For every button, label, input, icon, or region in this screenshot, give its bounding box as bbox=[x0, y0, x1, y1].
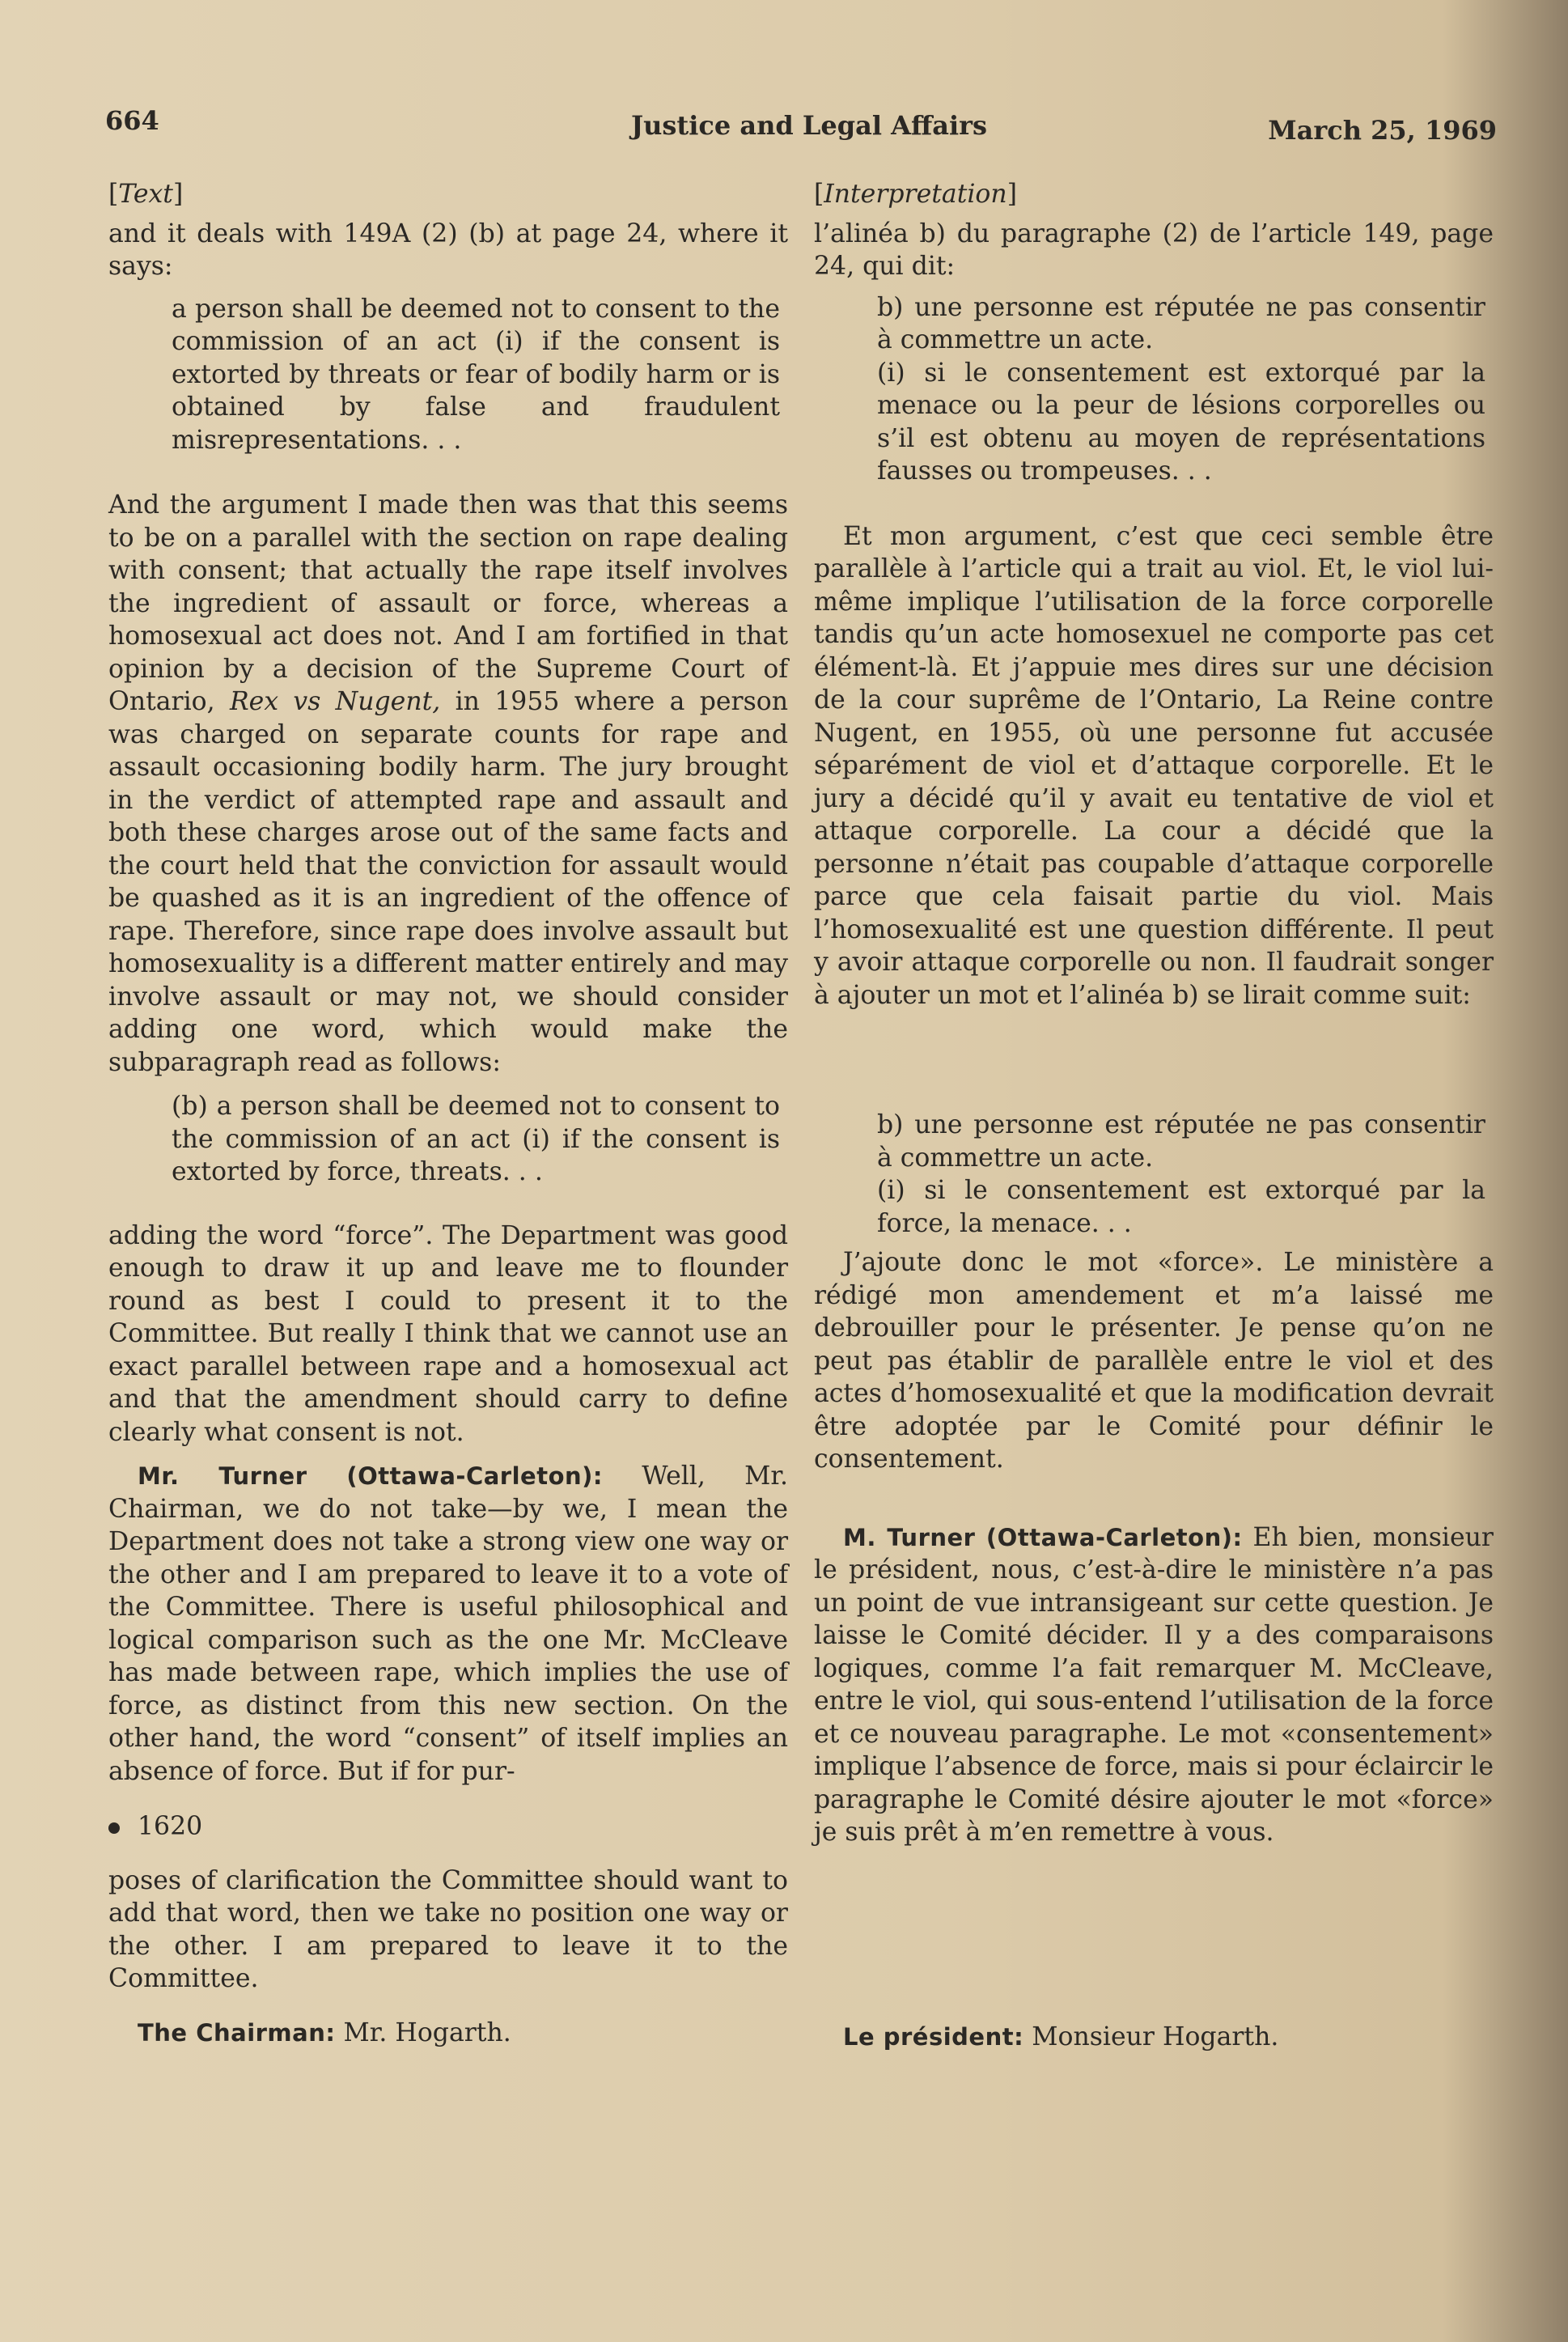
page-number: 664 bbox=[105, 105, 159, 136]
bullet-icon bbox=[108, 1822, 120, 1834]
speaker-name: M. Turner (Ottawa-Carleton): bbox=[843, 1523, 1243, 1551]
time-marker: 1620 bbox=[108, 1810, 788, 1843]
column-label-interpretation: [Interpretation] bbox=[814, 180, 1017, 209]
proposed-wording: (i) si le consentement est extorqué par la force, la menace. . . bbox=[877, 1176, 1485, 1238]
amendment-paragraph: adding the word “force”. The Department was good enough to draw it up and leave me to flounder round as best I could to present it to the Committee. But really I think that we cannot use an exact parallel between rape and a homosexual act and that the amendment should carry to define clearly what consent is not. bbox=[108, 1220, 788, 1447]
column-label-text: [Text] bbox=[108, 180, 184, 209]
proposed-wording: b) une personne est réputée ne pas consentir à commettre un acte. bbox=[877, 1110, 1485, 1173]
quoted-subsection: b) une personne est réputée ne pas consentir à commettre un acte. bbox=[877, 292, 1485, 354]
turner-statement-continued: poses of clarification the Committee should want to add that word, then we take no position one way or the other. I am prepared to leave it to the Committee. bbox=[108, 1865, 788, 1993]
intro-paragraph: l’alinéa b) du paragraphe (2) de l’article 149, page 24, qui dit: bbox=[814, 219, 1494, 281]
case-citation: Rex vs Nugent, bbox=[229, 687, 441, 716]
speaker-name: Mr. Turner (Ottawa-Carleton): bbox=[138, 1462, 604, 1490]
quoted-subsection: a person shall be deemed not to consent to the commission of an act (i) if the consent is extorted by threats or fear of bodily harm or is obtained by false and fraudulent misrepresentations. . . bbox=[172, 294, 780, 455]
chairman-statement: The Chairman: Mr. Hogarth. bbox=[138, 2017, 511, 2047]
quoted-subsection: (i) si le consentement est extorqué par la menace ou la peur de lésions corporelles ou s’il est obtenu au moyen de représentations fausses ou trompeuses. . . bbox=[877, 358, 1485, 486]
running-head bbox=[105, 105, 1497, 154]
argument-paragraph: And the argument I made then was that this seems to be on a parallel with the section on rape dealing with consent; that actually the rape itself involves the ingredient of assault or force, whereas a homosexual act does not. And I am fortified in that opinion by a decision of the Supreme Court of Ontario, Rex vs Nugent, in 1955 where a person was charged on separate counts for rape and assault occasioning bodily harm. The jury brought in the verdict of attempted rape and assault and both these charges arose out of the same facts and the court held that the conviction for assault would be quashed as it is an ingredient of the offence of rape. Therefore, since rape does involve assault but homosexuality is a different matter entirely and may involve assault or may not, we should consider adding one word, which would make the subparagraph read as follows: bbox=[108, 490, 788, 1077]
turner-statement: M. Turner (Ottawa-Carleton): Eh bien, monsieur le président, nous, c’est-à-dire le ministère n’a pas un point de vue intransigeant sur cette question. Je laisse le Comité décider. Il y a des comparaisons logiques, comme l’a fait remarquer M. McCleave, entre le viol, qui sous-entend l’utilisation de la force et ce nouveau paragraphe. Le mot «consentement» implique l’absence de force, mais si pour éclaircir le paragraphe le Comité désire ajouter le mot «force» je suis prêt à m’en remettre à vous. bbox=[814, 1522, 1494, 1847]
english-column bbox=[108, 178, 788, 2049]
turner-statement: Mr. Turner (Ottawa-Carleton): Well, Mr. Chairman, we do not take—by we, I mean the Department does not take a strong view one way or the other and I am prepared to leave it to a vote of the Committee. There is useful philosophical and logical comparison such as the one Mr. McCleave has made between rape, which implies the use of force, as distinct from this new section. On the other hand, the word “consent” of itself implies an absence of force. But if for pur- bbox=[108, 1462, 788, 1786]
publication-title: Justice and Legal Affairs bbox=[631, 110, 987, 141]
argument-paragraph: Et mon argument, c’est que ceci semble être parallèle à l’article qui a trait au viol. Et, le viol lui-même implique l’utilisation de la force corporelle tandis qu’un acte homosexuel ne comporte pas cet élément-là. Et j’appuie mes dires sur une décision de la cour suprême de l’Ontario, La Reine contre Nugent, en 1955, où une personne fut accusée séparément de viol et d’attaque corporelle. Et le jury a décidé qu’il y avait eu tentative de viol et attaque corporelle. La cour a décidé que la personne n’était pas coupable d’attaque corporelle parce que cela faisait partie du viol. Mais l’homosexualité est une question différente. Il peut y avoir attaque corporelle ou non. Il faudrait songer à ajouter un mot et l’alinéa b) se lirait comme suit: bbox=[814, 521, 1494, 1010]
speaker-name: The Chairman: bbox=[138, 2018, 336, 2047]
speaker-name: Le président: bbox=[843, 2022, 1024, 2051]
proposed-wording: (b) a person shall be deemed not to consent to the commission of an act (i) if the consent is extorted by force, threats. . . bbox=[172, 1092, 780, 1186]
intro-paragraph: and it deals with 149A (2) (b) at page 24, where it says: bbox=[108, 219, 788, 281]
sitting-date: March 25, 1969 bbox=[1268, 115, 1497, 146]
chairman-statement: Le président: Monsieur Hogarth. bbox=[843, 2022, 1279, 2051]
french-column bbox=[814, 178, 1494, 2053]
amendment-paragraph: J’ajoute donc le mot «force». Le ministère a rédigé mon amendement et m’a laissé me debrouiller pour le présenter. Je pense qu’on ne peut pas établir de parallèle entre le viol et des actes d’homosexualité et que la modification devrait être adoptée par le Comité pour définir le consentement. bbox=[814, 1248, 1494, 1474]
